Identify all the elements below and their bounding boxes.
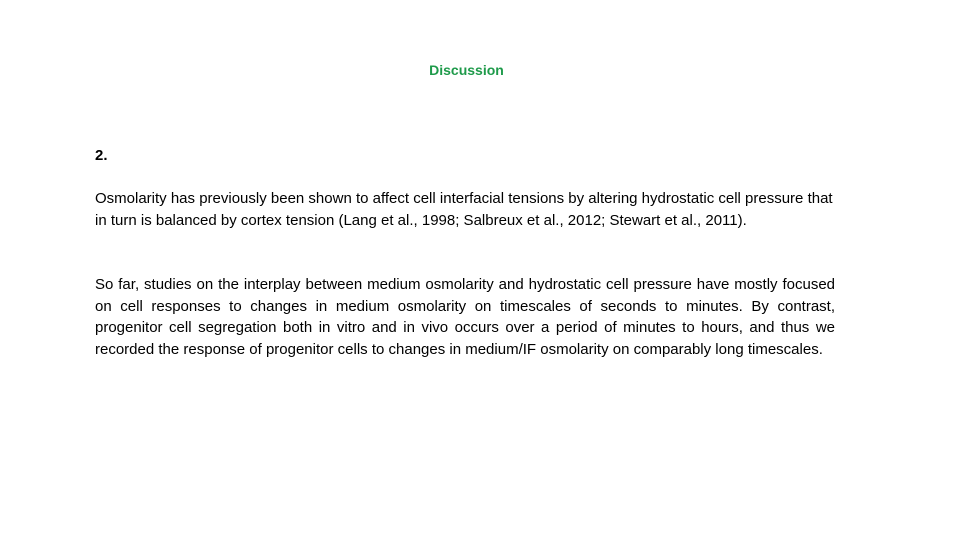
section-number: 2. xyxy=(95,147,108,164)
slide-heading: Discussion xyxy=(429,62,504,78)
paragraph-osmolarity-tension: Osmolarity has previously been shown to affect cell interfacial tensions by altering hydrostatic cell pressure that in turn is balanced by cortex tension (Lang et al., 1998; Salbreux et al., 2012; Stewart et al., 2011). xyxy=(95,190,833,229)
paragraph-timescales: So far, studies on the interplay between medium osmolarity and hydrostatic cell pressure have mostly focused on cell responses to changes in medium osmolarity on timescales of seconds to minutes. By contrast, progenitor cell segregation both in vitro and in vivo occurs over a period of minutes to hours, and thus we recorded the response of progenitor cells to changes in medium/IF osmolarity on comparably long timescales. xyxy=(95,276,835,358)
